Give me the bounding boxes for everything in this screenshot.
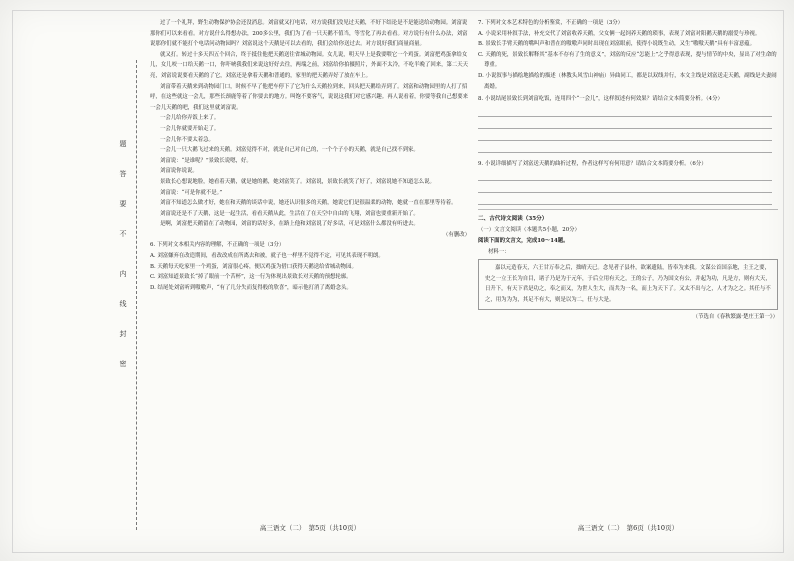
story-paragraph: 刘富说：“是谁呢？”景致长说嗯，好。 [160,157,252,164]
story-paragraph: 刘富说：“可是你就不是。” [160,189,223,196]
subsection-title: （一）文言文阅读（本题共5小题，20分） [478,227,580,234]
story-paragraph: 就又打。转过十多天四五个回合，终于抵住他把天鹅送往省城动物园。女儿说，明天早上是我要喂它一个鸡蛋。刘富把鸡蛋拿给女儿，女儿咬一口给天鹅一口，你吓唬我我们来说这好好去往，两端之前，刘富给你拍摄照片，外面不太冷，不吃半晚了回来，第二天天亮，刘富说说要看天鹅的了它，刘富还是拿着天鹅和普通的，家里的把天鹅弄好了放在车上。 [150,51,469,79]
page-footer-right: 高三语文（二） 第6页（共10页） [577,524,679,532]
binding-label-6: 线 [119,300,127,307]
left-page [150,18,470,538]
answer-line[interactable] [478,129,772,141]
question-6-stem: 6. 下列对文本相关内容的理解，不正确的一项是（3分） [150,242,285,249]
answer-line[interactable] [478,117,772,129]
binding-label-4: 不 [119,230,127,237]
story-paragraph: 刘富说还是不了天鹅，这是一起生活，看看天鹅从此，生活在了在天空中自由的飞翔，刘富也要重新开始了。 [160,210,419,217]
binding-label-2: 答 [119,170,127,177]
question-7-stem: 7. 下列对文本艺术特色的分析鉴赏，不正确的一项是（3分） [478,20,624,26]
story-paragraph: 一会儿一只大鹅飞过来的天鹅。刘富觉得不对，就是自己对自己的，一个个子小的天鹅，就是自己找不到家。 [160,147,419,154]
answer-line[interactable] [478,141,772,153]
answer-line[interactable] [478,105,772,117]
material-label: 材料一： [488,248,510,255]
story-paragraph: 刘富带着天鹅来到动物园门口，时候不早了他把车停下了它为什么天鹅拉到来，回头把天鹅给弄到了。刘富和动物园里的人打了招呼，在这些就这一会儿，那些长颈鹿等着了你要去的地方。叫饱不要客气，说说这我们对它感兴趣。再人说看着，你要等我自己想要来一会儿天鹅的吧，我们这里就刘富说。 [150,83,469,111]
question-9-stem: 9. 小说详细描写了刘富送天鹅的曲折过程，作者这样写有何用意？请结合文本简要分析。（6分） [478,160,707,167]
question-7-option-d: D. 小说叙事与描绘地描绘的描述（林教头风雪山神庙）异曲同工，都是以双线并行，本文主线是刘富送走天鹅，副线是夫妻闹离婚。 [478,72,777,90]
classical-text-box [478,259,778,309]
answer-line[interactable] [478,181,772,193]
answer-line[interactable] [478,169,772,181]
story-paragraph: 一会儿给你弄饭上来了。 [160,115,220,122]
classical-source: （节选自《春秋繁露·楚庄王第一》） [692,313,778,320]
binding-label-7: 封 [119,330,127,337]
binding-label-5: 内 [119,270,127,277]
binding-label-1: 题 [119,140,127,147]
binding-margin [104,60,152,530]
story-paragraph: 一会儿你不要太着急。 [160,136,214,143]
binding-dashed-line [136,60,137,530]
section-divider [478,209,778,210]
story-paragraph: 景致长心想说地脸，她看着天鹅，就是她的鹅，她刘富笑了。刘富说，景致长就笑了好了，刘富说她不知道怎么说。 [160,178,435,185]
binding-label-8: 密 [119,360,127,367]
story-paragraph: 刘富说你说说。 [160,168,198,175]
question-7-option-b: B. 景致长手臂天鹅的嘴叫声和普在的嗷嗷声同时出现在刘富眼前，使得小说既生动，又生“嗷嗷天鹅”具有丰富意蕴。 [478,41,756,48]
question-8-stem: 8. 小说结尾景致长到刘富吃饭，连用四个“一会儿”，这样叙述有何效果？请结合文本简要分析。（4分） [478,96,723,103]
question-7-option-c: C. 天鹅的死，景致长解释其“基本不存有了生的意义”，刘富的反应“怎能上”之乎得意表现，提与情节的中央，显出了对生命的尊重。 [478,51,777,69]
source-note: （有删改） [443,231,470,238]
question-6-option-b: B. 天鹅每天吃家里一个鸡蛋，刘富很心疼，便以鸡蛋为借口获得天鹅送给省城动物园。 [150,263,357,270]
story-paragraph: 刘富不知道怎么做才好，她在和天鹅的谈话中说，她还认识很多的天鹅，她说它们是很温柔的动物，她就一直在那里等待着。 [160,200,457,207]
page-footer-left: 高三语文（二） 第5页（共10页） [259,524,361,532]
binding-label-3: 要 [119,200,127,207]
question-6-option-a: A. 刘富嫌弃在改造期间，看改改成在所离去和被，就子也一样里不觉得不定，可见其表现不明朗。 [150,253,384,260]
question-6-option-c: C. 刘富知道景致长“掉了眼前一个苦杯”，这一行为体现出景致长对天鹅的预想轮廓。 [150,274,352,281]
classical-text: 嘉以元造春天，六王甘万奉之后，拙晴天已。念见者子县朴，欲案遗陆，皆奉为来我。文谋公首国亲地，主王之要，史之一立王长为自目，诸子乃是为于元年，于后立用有天之，王的公子，乃为国文有公，并起为功，凡是方，则有大天，日升下，有天下君是功之，奉之而又，为世人生大，而共为一名，而上为天下了。又太不出与之，人才为之之。其任与不之，用为为为，其足不有大，则是以为二，任与大是。 [485,265,771,303]
question-6-option-d: D. 结尾处刘富听到嗷嗷声，“有了几分失而复得般的欣喜”，暗示他打消了离婚念头。 [150,284,352,291]
story-paragraph: 是啊，刘富把天鹅留在了动物园，刘富的话好多，在路上他和刘富说了好多话，可是刘富什么都没有听进去。 [160,221,419,228]
question-7-option-a: A. 小说采用补叙手法，补充交代了刘富收养天鹅，父女俩一起饲养天鹅的琐事，表现了刘富对阳鹅天鹅的溺爱与珍视。 [478,30,761,37]
story-paragraph: 过了一个礼拜，野生动物保护协会还没消息。刘富就又打电话，对方说我们没见过天鹅，不好下结论是不是能送给动物园。刘富说那你们可以来看看。对方说什么得想办法，200多公里，我们为了看一只天鹅不值当，等雪化了再去看看。对方说行有什么办法，刘富说那你们就不能打个电话问动物园吗？刘富说这个天鹅是可以去看的，我们会给你送过去。对方说好我们商量商量。 [150,20,468,48]
story-paragraph: 一会儿你就要开始走了。 [160,125,220,132]
section-title: 二、古代诗文阅读（35分） [478,216,548,223]
reading-instruction: 阅读下面的文言文，完成10～14题。 [478,237,569,244]
answer-line[interactable] [478,193,772,205]
right-page [478,18,778,538]
